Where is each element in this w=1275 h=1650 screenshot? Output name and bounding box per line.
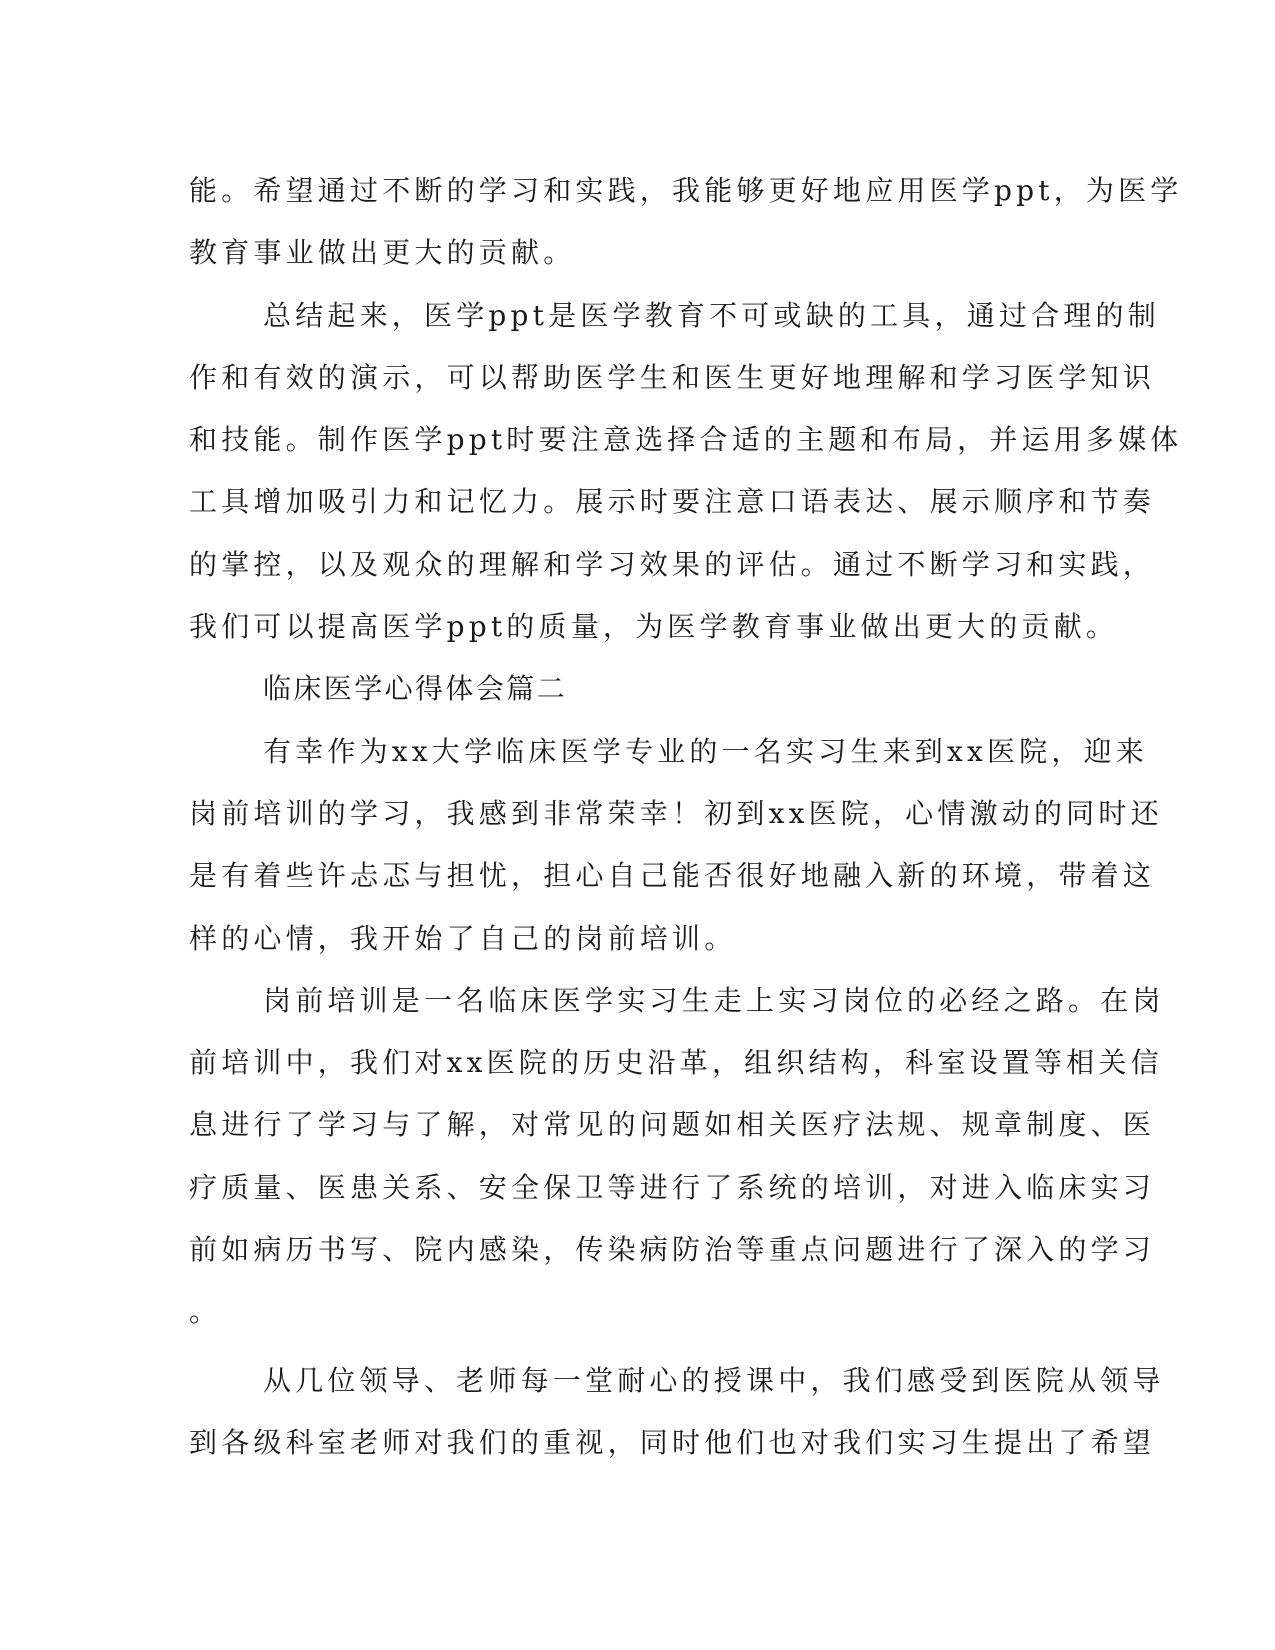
paragraph-start-line: 从几位领导、老师每一堂耐心的授课中，我们感受到医院从领导 [263,1363,1165,1397]
text-line: 到各级科室老师对我们的重视，同时他们也对我们实习生提出了希望 [189,1425,1156,1459]
text-line: 前培训中，我们对xx医院的历史沿革，组织结构，科室设置等相关信 [189,1046,1163,1080]
text-line: 教育事业做出更大的贡献。 [189,236,576,270]
text-line: 样的心情，我开始了自己的岗前培训。 [189,921,737,955]
text-line: 前如病历书写、院内感染，传染病防治等重点问题进行了深入的学习 [189,1233,1156,1267]
text-line: 岗前培训的学习，我感到非常荣幸！初到xx医院，心情激动的同时还 [189,796,1163,830]
paragraph-start-line: 岗前培训是一名临床医学实习生走上实习岗位的必经之路。在岗 [263,983,1165,1017]
text-line: 的掌控，以及观众的理解和学习效果的评估。通过不断学习和实践， [189,547,1156,581]
text-line: 作和有效的演示，可以帮助医学生和医生更好地理解和学习医学知识 [189,360,1156,394]
section-heading: 临床医学心得体会篇二 [263,672,568,706]
text-line: 我们可以提高医学ppt的质量，为医学教育事业做出更大的贡献。 [189,610,1119,644]
text-line: 疗质量、医患关系、安全保卫等进行了系统的培训，对进入临床实习 [189,1170,1156,1204]
text-line: 息进行了学习与了解，对常见的问题如相关医疗法规、规章制度、医 [189,1108,1156,1142]
text-line: 工具增加吸引力和记忆力。展示时要注意口语表达、展示顺序和节奏 [189,485,1156,519]
paragraph-start-line: 有幸作为xx大学临床医学专业的一名实习生来到xx医院，迎来 [263,734,1148,768]
paragraph-start-line: 总结起来，医学ppt是医学教育不可或缺的工具，通过合理的制 [263,298,1160,332]
document-body [189,160,1183,1474]
text-line: 是有着些许忐忑与担忧，担心自己能否很好地融入新的环境，带着这 [189,859,1156,893]
text-line: 能。希望通过不断的学习和实践，我能够更好地应用医学ppt，为医学 [189,174,1183,207]
text-line: 。 [189,1295,222,1329]
text-line: 和技能。制作医学ppt时要注意选择合适的主题和布局，并运用多媒体 [189,423,1183,457]
